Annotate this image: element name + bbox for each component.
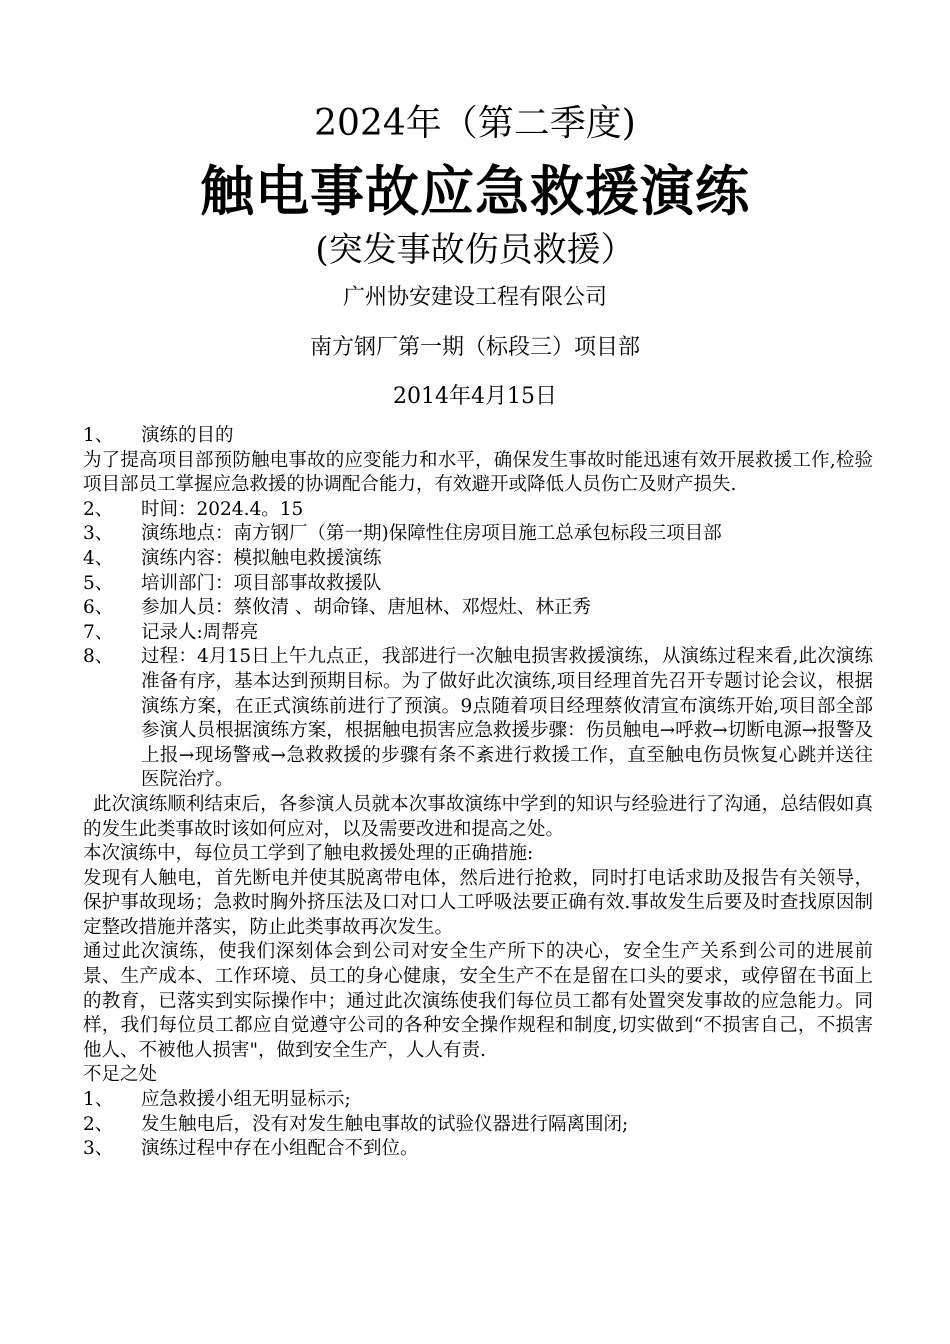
item-text: 记录人:周帮亮 bbox=[141, 621, 259, 643]
list-item bbox=[83, 522, 873, 547]
year-title: 2024年（第二季度) bbox=[314, 103, 636, 144]
item-text: 参加人员：蔡攸清 、胡命锋、唐旭林、邓煜灶、林正秀 bbox=[141, 597, 591, 619]
item-text: 培训部门：项目部事故救援队 bbox=[141, 572, 382, 594]
shortcoming-item bbox=[83, 1113, 873, 1138]
sub-title: (突发事故伤员救援） bbox=[315, 230, 635, 270]
project-name: 南方钢厂第一期（标段三）项目部 bbox=[309, 335, 640, 360]
item-text: 发生触电后，没有对发生触电事故的试验仪器进行隔离围闭; bbox=[141, 1113, 629, 1135]
item-number: 2、 bbox=[83, 498, 114, 520]
reflection-paragraph: 通过此次演练，使我们深刻体会到公司对安全生产所下的决心，安全生产关系到公司的进展前景、生产成本、工作环境、员工的身心健康，安全生产不在是留在口头的要求，或停留在书面上的教育，已落实到实际操作中；通过此次演练使我们每位员工都有处置突发事故的应急能力。同样，我们每位员工都应自觉遵守公司的各种安全操作规程和制度,切实做到“不损害自己，不损害他人、不被他人损害"，做到安全生产，人人有责. bbox=[83, 941, 873, 1061]
item-number: 8、 bbox=[83, 646, 114, 668]
main-title: 触电事故应急救援演练 bbox=[200, 160, 750, 223]
list-item bbox=[83, 645, 873, 793]
item-number: 6、 bbox=[83, 597, 114, 619]
item-text: 演练的目的 bbox=[141, 425, 234, 446]
item-number: 2、 bbox=[83, 1113, 114, 1135]
summary-paragraph: 此次演练顺利结束后，各参演人员就本次事故演练中学到的知识与经验进行了沟通，总结假如真的发生此类事故时该如何应对，以及需要改进和提高之处。 bbox=[83, 793, 873, 840]
document-date: 2014年4月15日 bbox=[393, 384, 557, 409]
item-text: 演练内容：模拟触电救援演练 bbox=[141, 547, 382, 569]
shortcomings-heading: 不足之处 bbox=[83, 1064, 158, 1086]
item-text: 过程：4月15日上午九点正，我部进行一次触电损害救援演练，从演练过程来看,此次演练准备有序，基本达到预期目标。为了做好此次演练,项目经理首先召开专题讨论会议，根据演练方案，在正式演练前进行了预演。9点随着项目经理蔡攸清宣布演练开始,项目部全部参演人员根据演练方案，根据触电损害应急救援步骤：伤员触电→呼救→切断电源→报警及上报→现场警戒→急救救援的步骤有条不紊进行救援工作，直至触电伤员恢复心跳并送往医院治疗。 bbox=[141, 646, 873, 791]
item-text: 演练地点：南方钢厂（第一期)保障性住房项目施工总承包标段三项目部 bbox=[141, 523, 722, 545]
purpose-paragraph: 为了提高项目部预防触电事故的应变能力和水平，确保发生事故时能迅速有效开展救援工作,检验项目部员工掌握应急救援的协调配合能力，有效避开或降低人员伤亡及财产损失. bbox=[83, 449, 873, 496]
list-item bbox=[83, 572, 873, 597]
item-number: 5、 bbox=[83, 572, 114, 594]
item-number: 1、 bbox=[83, 1089, 114, 1111]
item-text: 应急救援小组无明显标示; bbox=[141, 1089, 351, 1111]
item-number: 7、 bbox=[83, 621, 114, 643]
item-number: 3、 bbox=[83, 523, 114, 545]
shortcoming-item bbox=[83, 1137, 873, 1162]
shortcoming-item bbox=[83, 1088, 873, 1113]
item-number: 1、 bbox=[83, 425, 114, 446]
company-name: 广州协安建设工程有限公司 bbox=[342, 285, 607, 310]
item-number: 3、 bbox=[83, 1138, 114, 1160]
list-item bbox=[83, 621, 873, 646]
list-item bbox=[83, 547, 873, 572]
document-body bbox=[83, 424, 873, 1162]
list-item bbox=[83, 596, 873, 621]
list-item bbox=[83, 498, 873, 523]
item-number: 4、 bbox=[83, 547, 114, 569]
item-text: 演练过程中存在小组配合不到位。 bbox=[141, 1138, 419, 1160]
item-text: 时间：2024.4。15 bbox=[141, 498, 304, 520]
measures-paragraph: 发现有人触电，首先断电并使其脱离带电体，然后进行抢救，同时打电话求助及报告有关领导，保护事故现场；急救时胸外挤压法及口对口人工呼吸法要正确有效.事故发生后要及时查找原因制定整改措施并落实，防止此类事故再次发生。 bbox=[83, 867, 873, 938]
lesson-intro: 本次演练中，每位员工学到了触电救援处理的正确措施: bbox=[83, 843, 534, 865]
list-item bbox=[83, 424, 873, 449]
